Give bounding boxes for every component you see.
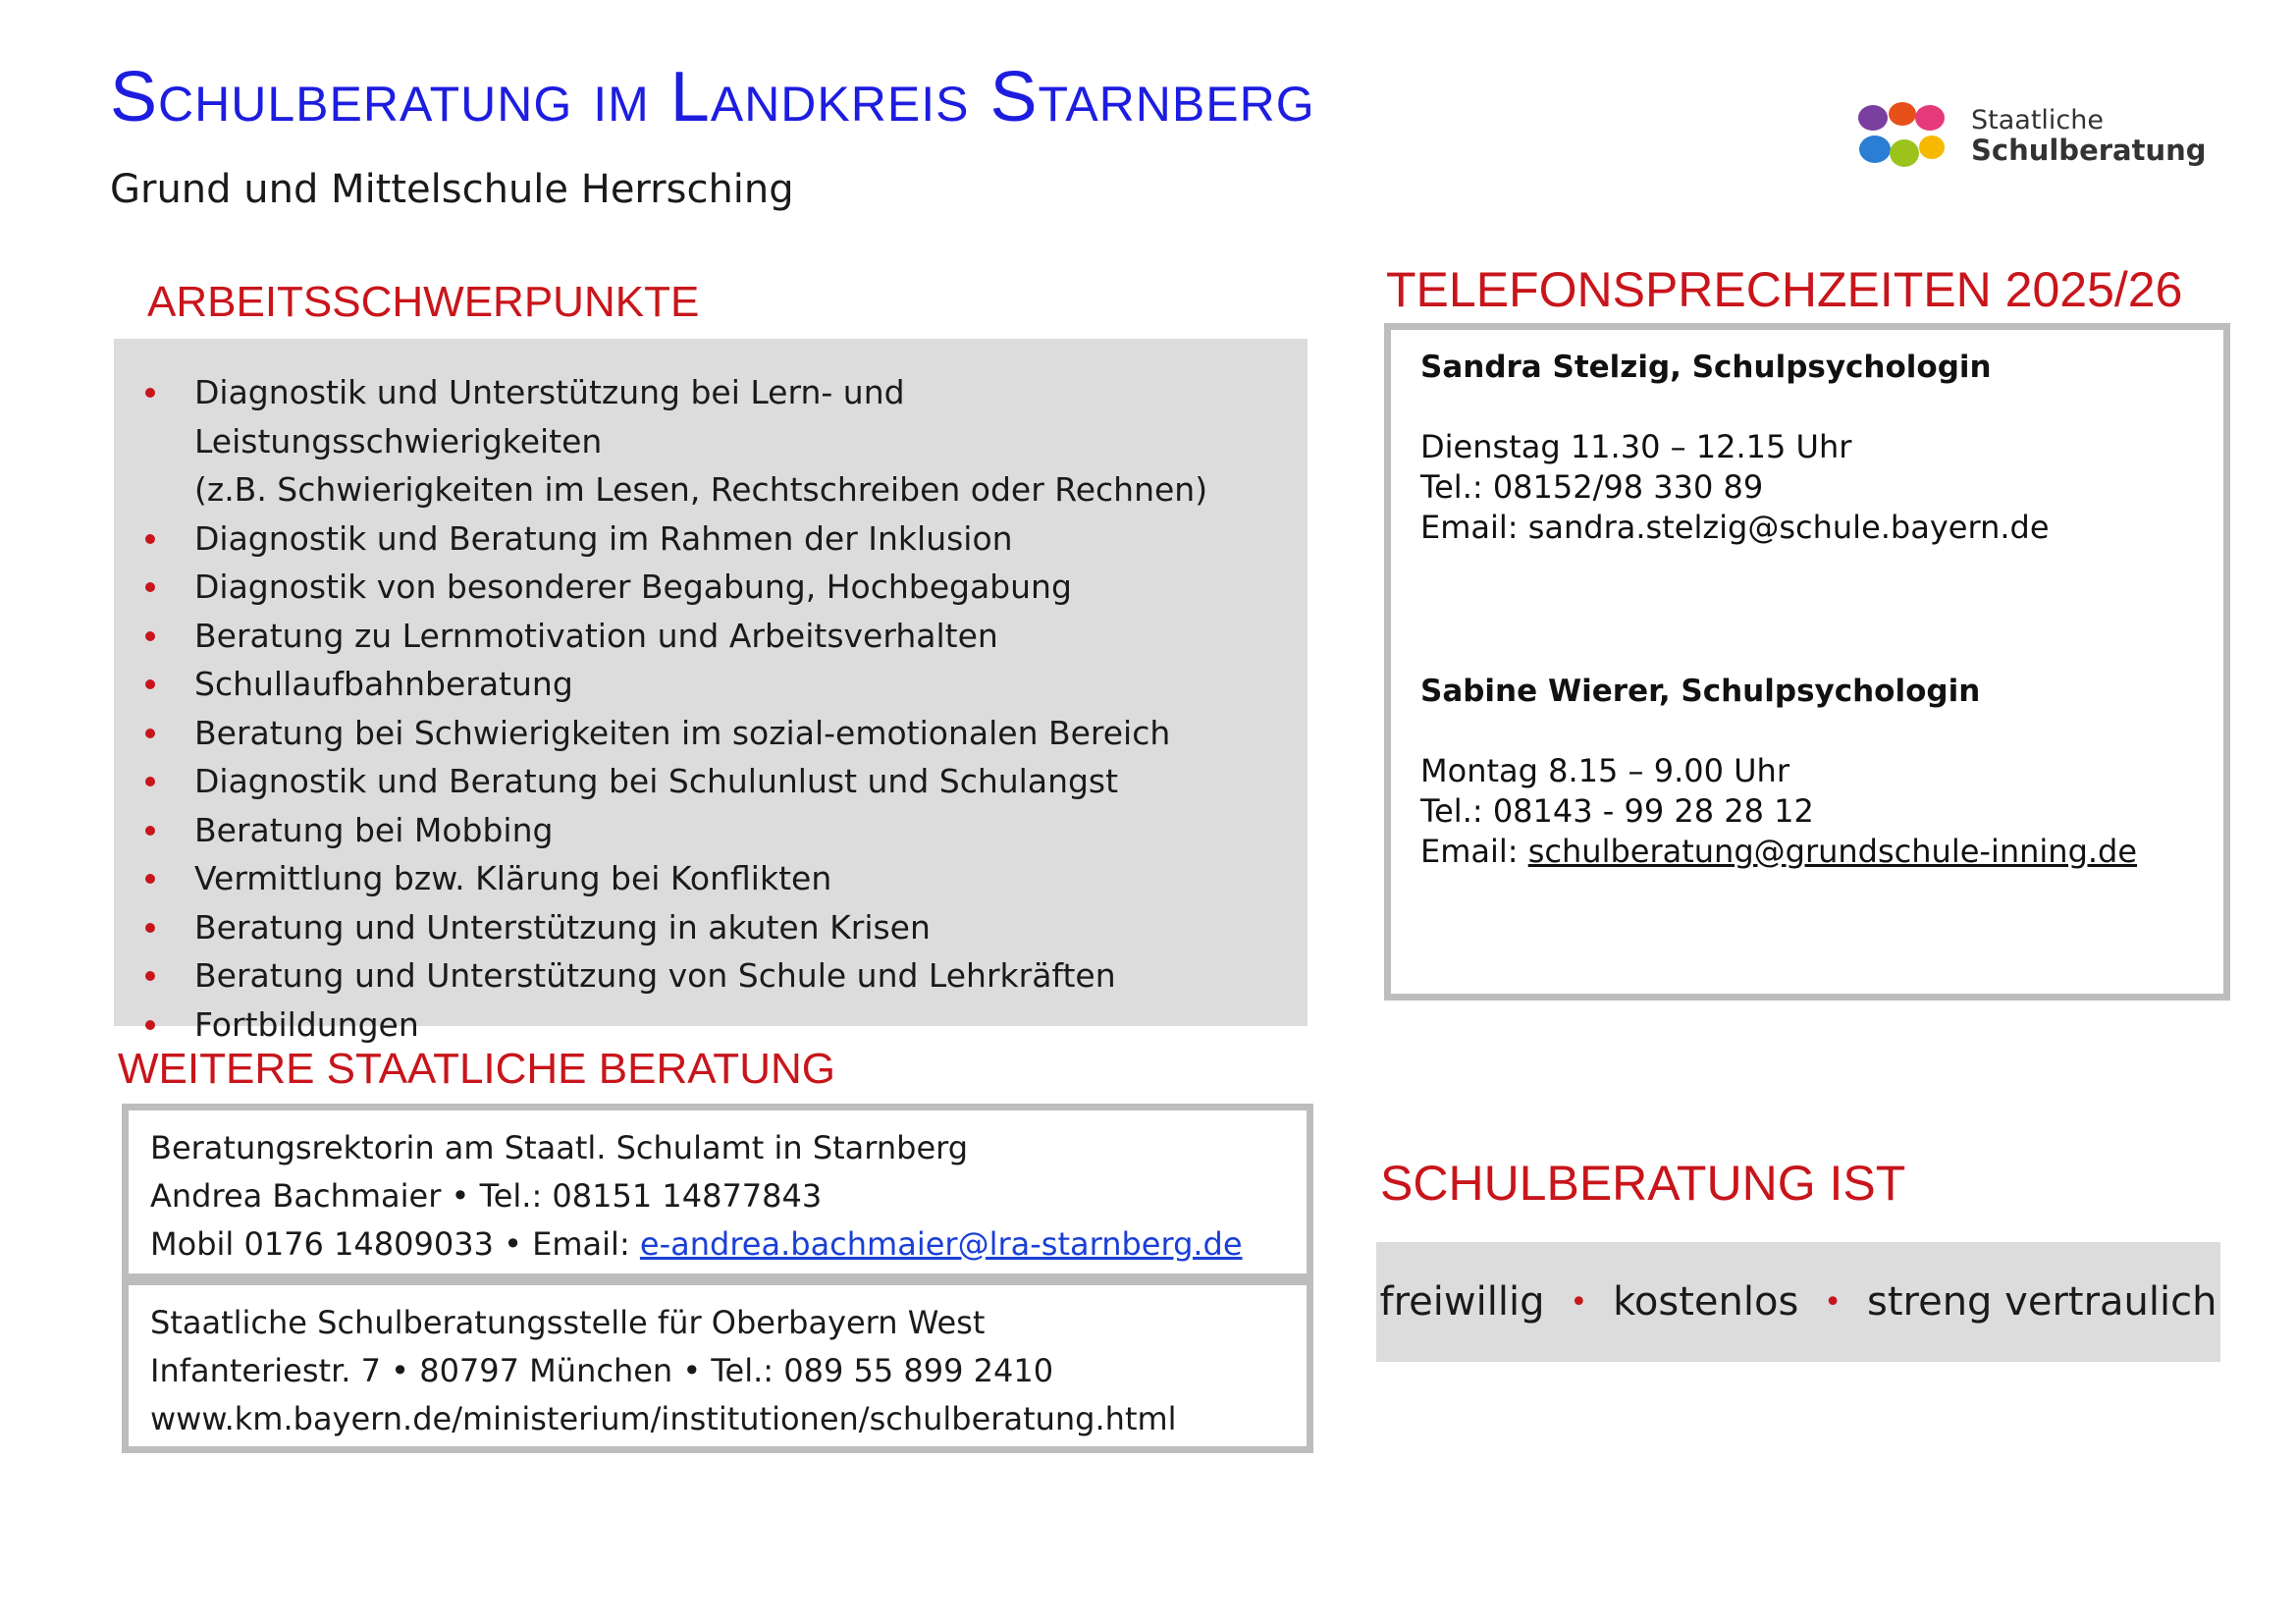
box-line-prefix: Mobil 0176 14809033 • Email: [150,1225,640,1263]
list-item [114,1001,1308,1050]
page-subtitle: Grund und Mittelschule Herrsching [110,167,794,212]
contact-time: Dienstag 11.30 – 12.15 Uhr [1420,428,1852,465]
contact-name: Sandra Stelzig, Schulpsychologin [1420,350,1992,385]
list-item [114,757,1308,806]
arbeitsschwerpunkte-box [114,339,1308,1044]
box-line [150,1220,1243,1269]
bullet-icon [145,534,155,544]
list-item-text: Schullaufbahnberatung [194,665,573,703]
bullet-icon [145,631,155,641]
list-item [114,514,1308,564]
list-item-text: Diagnostik und Beratung bei Schulunlust und Schulangst [194,762,1119,800]
contact-phone: Tel.: 08152/98 330 89 [1420,468,1764,506]
telefonsprechzeiten-box [1384,323,2230,1001]
page-title: Schulberatung im Landkreis Starnberg [110,58,1315,136]
list-item [114,612,1308,661]
list-item-text: Diagnostik und Unterstützung bei Lern- und Leistungsschwierigkeiten [194,373,905,460]
logo-text [1971,106,2207,165]
logo-line1: Staatliche [1971,105,2104,135]
website-text: www.km.bayern.de/ministerium/institutionen/schulberatung.html [150,1400,1177,1437]
bullet-icon [145,826,155,836]
schulberatung-ist-heading: SCHULBERATUNG IST [1380,1156,1906,1211]
bullet-icon [145,1020,155,1030]
list-item [114,709,1308,758]
list-item-text: Beratung zu Lernmotivation und Arbeitsverhalten [194,616,998,655]
beratungsrektorin-box [122,1104,1313,1280]
email-link[interactable]: e-andrea.bachmaier@lra-starnberg.de [639,1225,1243,1263]
list-item [114,806,1308,855]
box-line: Andrea Bachmaier • Tel.: 08151 14877843 [150,1177,823,1215]
beratungsrektorin-text [150,1124,1243,1269]
list-item-text: Beratung bei Schwierigkeiten im sozial-emotionalen Bereich [194,713,1171,752]
list-item [114,563,1308,612]
list-item-text: Beratung und Unterstützung in akuten Krisen [194,907,931,947]
schulberatungsstelle-box [122,1278,1313,1453]
weitere-beratung-heading: WEITERE STAATLICHE BERATUNG [118,1045,835,1093]
contact-person-1 [1420,348,2050,548]
list-item-text: (z.B. Schwierigkeiten im Lesen, Rechtschreiben oder Rechnen) [194,470,1208,509]
list-item [114,854,1308,903]
arbeitsschwerpunkte-heading: ARBEITSSCHWERPUNKTE [147,278,700,326]
schulberatungsstelle-text [150,1299,1177,1443]
bullet-icon [145,729,155,738]
list-item [114,951,1308,1001]
contact-email-row [1420,832,2137,872]
contact-person-2 [1420,672,2137,872]
contact-time: Montag 8.15 – 9.00 Uhr [1420,752,1789,789]
arbeitsschwerpunkte-list [114,368,1308,1049]
bullet-icon [145,388,155,398]
contact-phone: Tel.: 08143 - 99 28 28 12 [1420,792,1814,830]
bullet-separator-icon: • [1824,1284,1842,1320]
telefonsprechzeiten-heading: TELEFONSPRECHZEITEN 2025/26 [1386,262,2183,317]
bullet-icon [145,679,155,689]
contact-email-label: Email: [1420,833,1528,870]
attribute-word: streng vertraulich [1867,1279,2217,1325]
contact-email-label: Email: [1420,509,1528,546]
list-item-text: Diagnostik von besonderer Begabung, Hochbegabung [194,568,1072,606]
list-item-text: Vermittlung bzw. Klärung bei Konflikten [194,859,832,897]
list-item [114,368,1308,514]
logo-blobs-icon [1855,98,1973,177]
contact-name: Sabine Wierer, Schulpsychologin [1420,674,1981,709]
list-item-text: Beratung und Unterstützung von Schule und Lehrkräften [194,956,1116,995]
bullet-icon [145,923,155,933]
logo [1855,98,2209,177]
bullet-icon [145,582,155,592]
box-line: Beratungsrektorin am Staatl. Schulamt in Starnberg [150,1129,969,1166]
schulberatung-ist-box [1376,1242,2220,1362]
list-item [114,660,1308,709]
list-item-text: Diagnostik und Beratung im Rahmen der Inklusion [194,518,1013,558]
attribute-word: kostenlos [1613,1279,1799,1325]
bullet-separator-icon: • [1570,1284,1588,1320]
attribute-word: freiwillig [1379,1279,1545,1325]
list-item [114,903,1308,952]
bullet-icon [145,874,155,884]
list-item-text: Fortbildungen [194,1004,419,1044]
contact-email: sandra.stelzig@schule.bayern.de [1527,509,2050,546]
bullet-icon [145,971,155,981]
list-item-text: Beratung bei Mobbing [194,810,554,849]
bullet-icon [145,777,155,786]
contact-email-link[interactable]: schulberatung@grundschule-inning.de [1527,833,2138,870]
contact-email-row [1420,508,2050,548]
schulberatung-ist-line [1376,1242,2220,1362]
box-line: Infanteriestr. 7 • 80797 München • Tel.: 089 55 899 2410 [150,1352,1054,1389]
box-line: Staatliche Schulberatungsstelle für Oberbayern West [150,1304,986,1341]
logo-line2: Schulberatung [1971,134,2207,167]
